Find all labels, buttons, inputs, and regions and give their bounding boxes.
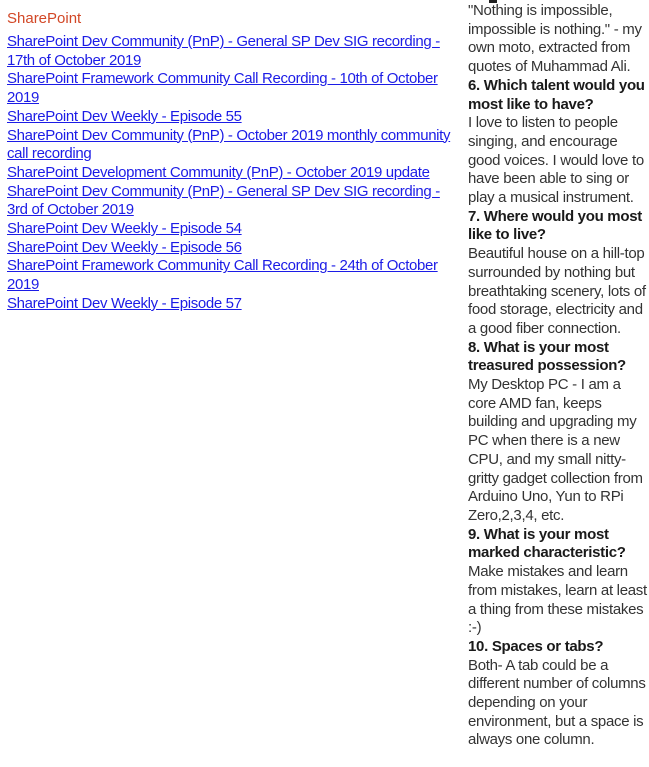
- qa-question: 7. Where would you most like to live?: [468, 207, 642, 244]
- post-link[interactable]: SharePoint Dev Weekly - Episode 55: [7, 107, 242, 125]
- post-link[interactable]: SharePoint Framework Community Call Recording - 10th of October 2019: [7, 70, 438, 107]
- qa-question: 8. What is your most treasured possession?: [468, 338, 626, 375]
- post-link[interactable]: SharePoint Development Community (PnP) - October 2019 update: [7, 163, 430, 181]
- qa-answer: Make mistakes and learn from mistakes, learn at least a thing from these mistakes :-): [468, 563, 647, 637]
- posts-column: [7, 9, 453, 314]
- qa-answer: My Desktop PC - I am a core AMD fan, keeps building and upgrading my PC when there is a new CPU, and my small nitty-gritty gadget collection from Arduino Uno, Yun to RPi Zero,2,3,4, etc.: [468, 376, 643, 524]
- post-link[interactable]: SharePoint Dev Community (PnP) - General SP Dev SIG recording - 17th of October 2019: [7, 33, 440, 69]
- category-heading-sharepoint[interactable]: SharePoint: [7, 10, 82, 27]
- post-link[interactable]: SharePoint Dev Weekly - Episode 54: [7, 220, 242, 238]
- post-links: [7, 33, 453, 314]
- qa-answer: "Nothing is impossible, impossible is nothing." - my own moto, extracted from quotes of Muhammad Ali.: [468, 2, 642, 76]
- post-link[interactable]: SharePoint Dev Community (PnP) - October 2019 monthly community call recording: [7, 126, 451, 163]
- qa-question: 10. Spaces or tabs?: [468, 637, 604, 655]
- qa-answer: I love to listen to people singing, and encourage good voices. I would love to have been able to sing or play a musical instrument.: [468, 114, 644, 207]
- qa-answer: Both- A tab could be a different number of columns depending on your environment, but a space is always one column.: [468, 656, 646, 749]
- qa-section: [468, 2, 647, 750]
- post-link[interactable]: SharePoint Dev Weekly - Episode 57: [7, 294, 242, 312]
- post-link[interactable]: SharePoint Dev Community (PnP) - General SP Dev SIG recording - 3rd of October 2019: [7, 182, 440, 219]
- qa-answer: Beautiful house on a hill-top surrounded by nothing but breathtaking scenery, lots of food storage, electricity and a good fiber connection.: [468, 245, 646, 337]
- post-link[interactable]: SharePoint Framework Community Call Recording - 24th of October 2019: [7, 257, 438, 294]
- qa-question: 9. What is your most marked characteristic?: [468, 525, 626, 562]
- qa-question: 6. Which talent would you most like to have?: [468, 76, 645, 113]
- post-link[interactable]: SharePoint Dev Weekly - Episode 56: [7, 238, 242, 256]
